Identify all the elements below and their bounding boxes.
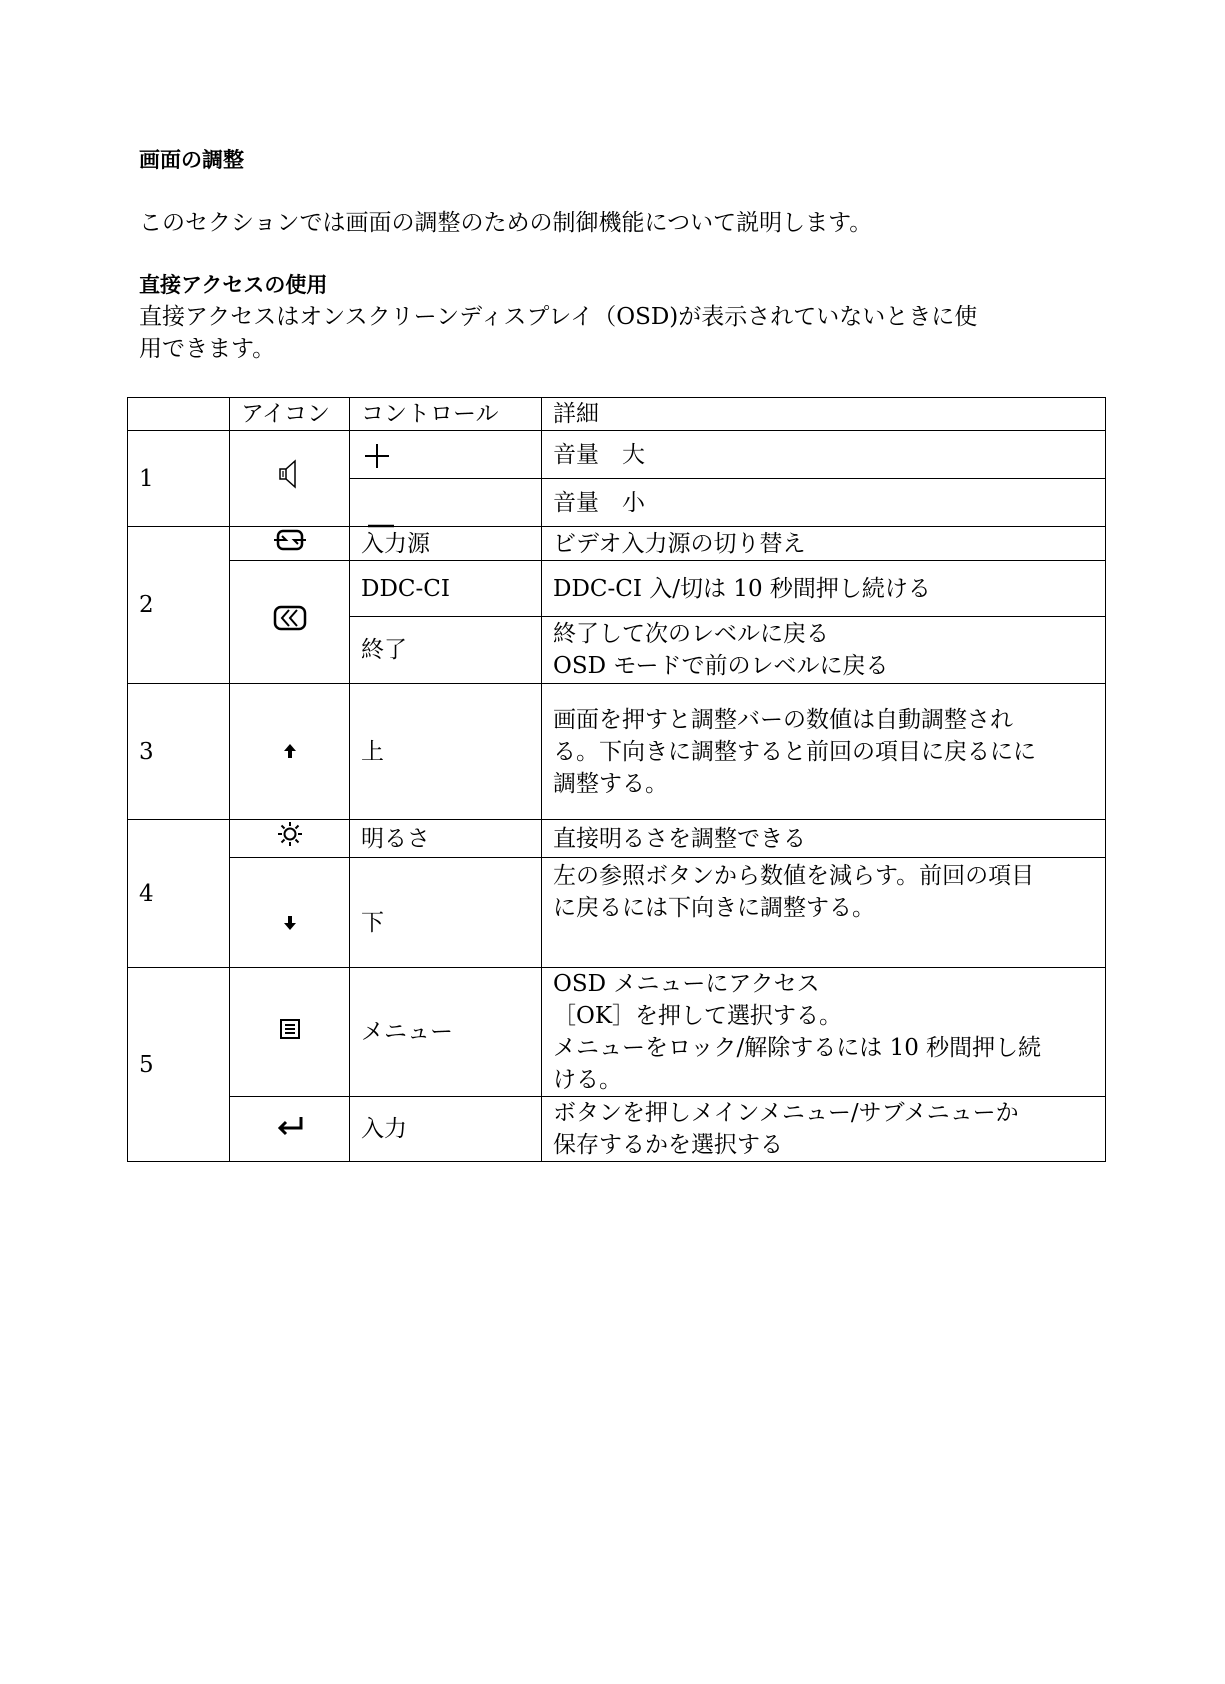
detail-cell (542, 858, 1106, 968)
table-row (128, 684, 1106, 820)
control-cell: 明るさ (350, 820, 542, 858)
icon-cell (230, 1097, 350, 1162)
input-switch-icon (273, 528, 307, 560)
detail-cell (542, 968, 1106, 1097)
detail-cell (542, 431, 1106, 479)
table-row (128, 968, 1106, 1097)
detail-line: ける。 (553, 1067, 622, 1093)
detail-cell (542, 684, 1106, 820)
row-number: 1 (128, 431, 230, 527)
detail-line: ビデオ入力源の切り替え (553, 530, 806, 557)
section-heading: 直接アクセスの使用 (139, 273, 328, 297)
detail-line: に戻るには下向きに調整する。 (553, 895, 875, 921)
menu-icon (279, 1017, 301, 1049)
detail-line: OSD モードで前のレベルに戻る (553, 653, 889, 679)
detail-line: 直接明るさを調整できる (553, 825, 806, 852)
detail-line: 音量 大 (553, 441, 645, 468)
paragraph-line: 直接アクセスはオンスクリーンディスプレイ（OSD)が表示されていないときに使 (139, 304, 978, 330)
plus-icon (364, 443, 390, 478)
detail-line: 画面を押すと調整バーの数値は自動調整され (553, 706, 1013, 733)
brightness-icon (277, 821, 303, 856)
header-icon: アイコン (230, 398, 350, 431)
table-header-row (128, 398, 1106, 431)
detail-cell (542, 479, 1106, 527)
row-number: 3 (128, 684, 230, 820)
table-row (128, 820, 1106, 858)
control-cell: 下 (350, 858, 542, 968)
header-details: 詳細 (542, 398, 1106, 431)
icon-cell (230, 858, 350, 968)
control-cell: 終了 (350, 617, 542, 684)
control-cell (350, 479, 542, 527)
detail-line: メニューをロック/解除するには 10 秒間押し続 (553, 1035, 1042, 1061)
minus-icon (368, 506, 394, 538)
table-row (128, 561, 1106, 617)
paragraph-line: 用できます。 (139, 336, 276, 362)
speaker-icon (277, 459, 303, 498)
detail-line: 保存するかを選択する (553, 1132, 783, 1158)
detail-cell (542, 527, 1106, 561)
control-cell: 入力源 (350, 527, 542, 561)
detail-cell (542, 1097, 1106, 1162)
table-row (128, 1097, 1106, 1162)
icon-cell (230, 527, 350, 561)
detail-line: ［OK］を押して選択する。 (553, 1003, 843, 1029)
control-cell: 上 (350, 684, 542, 820)
detail-line: る。下向きに調整すると前回の項目に戻るにに (553, 738, 1036, 765)
icon-cell (230, 561, 350, 684)
control-cell: DDC-CI (350, 561, 542, 617)
detail-cell (542, 820, 1106, 858)
detail-line: DDC-CI 入/切は 10 秒間押し続ける (553, 575, 931, 602)
control-cell: メニュー (350, 968, 542, 1097)
icon-cell (230, 431, 350, 527)
icon-cell (230, 684, 350, 820)
arrow-up-icon (283, 736, 297, 768)
arrow-down-icon (283, 908, 297, 940)
icon-cell (230, 968, 350, 1097)
table-row (128, 858, 1106, 968)
header-control: コントロール (350, 398, 542, 431)
detail-cell (542, 617, 1106, 684)
detail-cell (542, 561, 1106, 617)
row-number: 2 (128, 527, 230, 684)
detail-line: ボタンを押しメインメニュー/サブメニューか (553, 1100, 1019, 1126)
controls-table (127, 397, 1106, 1162)
exit-icon (273, 604, 307, 641)
table-row (128, 527, 1106, 561)
intro-text: このセクションでは画面の調整のための制御機能について説明します。 (139, 210, 873, 236)
detail-line: 音量 小 (553, 489, 645, 516)
page-title: 画面の調整 (139, 148, 244, 172)
control-cell (350, 431, 542, 479)
header-number (128, 398, 230, 431)
detail-line: 左の参照ボタンから数値を減らす。前回の項目 (553, 863, 1035, 889)
table-row (128, 431, 1106, 479)
enter-icon (275, 1114, 305, 1146)
row-number: 5 (128, 968, 230, 1162)
detail-line: 終了して次のレベルに戻る (553, 621, 829, 647)
detail-line: 調整する。 (553, 770, 668, 797)
detail-line: OSD メニューにアクセス (553, 971, 820, 997)
icon-cell (230, 820, 350, 858)
row-number: 4 (128, 820, 230, 968)
control-cell: 入力 (350, 1097, 542, 1162)
